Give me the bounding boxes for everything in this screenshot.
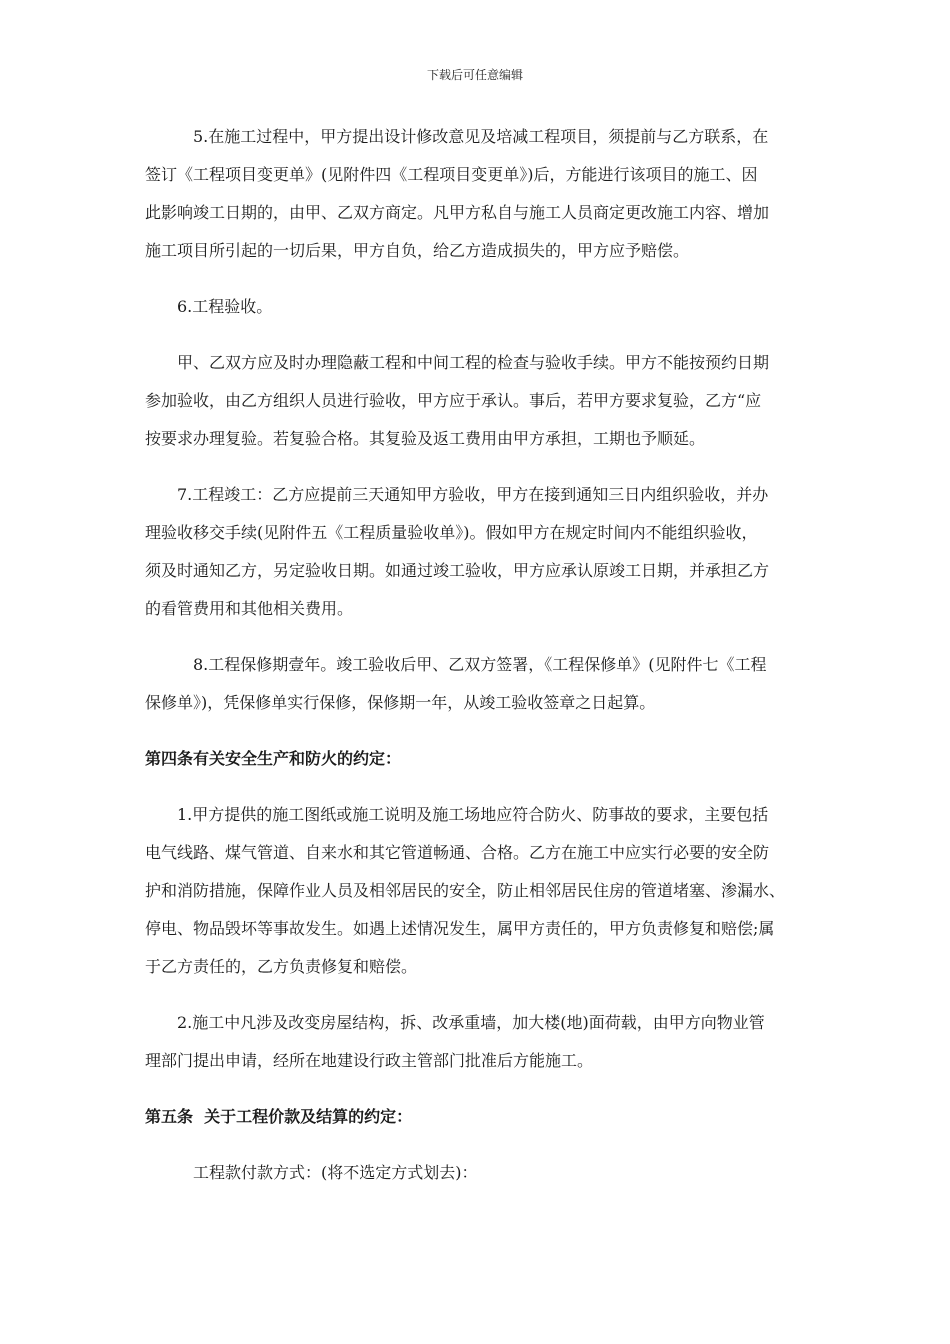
text-line: 2.施工中凡涉及改变房屋结构，拆、改承重墙，加大楼(地)面荷载，由甲方向物业管 (177, 1013, 765, 1032)
text-line: 施工项目所引起的一切后果，甲方自负，给乙方造成损失的，甲方应予赔偿。 (145, 241, 690, 260)
article-5-payment-method (145, 1154, 805, 1192)
clause-6-title (145, 288, 805, 326)
clause-7-paragraph (145, 476, 805, 628)
text-line: 保修单》)，凭保修单实行保修，保修期一年，从竣工验收签章之日起算。 (145, 693, 656, 712)
text-line: 的看管费用和其他相关费用。 (145, 599, 354, 618)
clause-6-body (145, 344, 805, 458)
article-4-item-1 (145, 796, 805, 986)
text-line: 此影响竣工日期的，由甲、乙双方商定。凡甲方私自与施工人员商定更改施工内容、增加 (145, 203, 770, 222)
text-line: 须及时通知乙方，另定验收日期。如通过竣工验收，甲方应承认原竣工日期，并承担乙方 (145, 561, 770, 580)
text-line: 工程款付款方式：(将不选定方式划去)： (193, 1163, 478, 1182)
text-line: 1.甲方提供的施工图纸或施工说明及施工场地应符合防火、防事故的要求，主要包括 (177, 805, 769, 824)
document-body (145, 118, 805, 1192)
clause-5-paragraph (145, 118, 805, 270)
text-line: 签订《工程项目变更单》(见附件四《工程项目变更单》)后，方能进行该项目的施工、因 (145, 165, 758, 184)
text-line: 按要求办理复验。若复验合格。其复验及返工费用由甲方承担，工期也予顺延。 (145, 429, 706, 448)
text-line: 理验收移交手续(见附件五《工程质量验收单》)。假如甲方在规定时间内不能组织验收， (145, 523, 758, 542)
text-line: 于乙方责任的，乙方负责修复和赔偿。 (145, 957, 418, 976)
text-line: 6.工程验收。 (177, 297, 273, 316)
clause-8-paragraph (145, 646, 805, 722)
article-4-heading: 第四条有关安全生产和防火的约定： (145, 749, 402, 768)
text-line: 5.在施工过程中，甲方提出设计修改意见及培减工程项目，须提前与乙方联系，在 (193, 127, 769, 146)
text-line: 7.工程竣工：乙方应提前三天通知甲方验收，甲方在接到通知三日内组织验收，并办 (177, 485, 769, 504)
text-line: 参加验收，由乙方组织人员进行验收，甲方应于承认。事后，若甲方要求复验，乙方“应 (145, 391, 762, 410)
article-4-item-2 (145, 1004, 805, 1080)
text-line: 电气线路、煤气管道、自来水和其它管道畅通、合格。乙方在施工中应实行必要的安全防 (145, 843, 770, 862)
text-line: 甲、乙双方应及时办理隐蔽工程和中间工程的检查与验收手续。甲方不能按预约日期 (177, 353, 770, 372)
text-line: 停电、物品毁坏等事故发生。如遇上述情况发生，属甲方责任的，甲方负责修复和赔偿;属 (145, 919, 775, 938)
text-line: 理部门提出申请，经所在地建设行政主管部门批准后方能施工。 (145, 1051, 594, 1070)
text-line: 护和消防措施，保障作业人员及相邻居民的安全，防止相邻居民住房的管道堵塞、渗漏水、 (145, 881, 786, 900)
text-line: 8.工程保修期壹年。竣工验收后甲、乙双方签署，《工程保修单》(见附件七《工程 (193, 655, 767, 674)
page-header-note: 下载后可任意编辑 (426, 68, 523, 82)
article-5-heading: 第五条 关于工程价款及结算的约定： (145, 1107, 413, 1126)
